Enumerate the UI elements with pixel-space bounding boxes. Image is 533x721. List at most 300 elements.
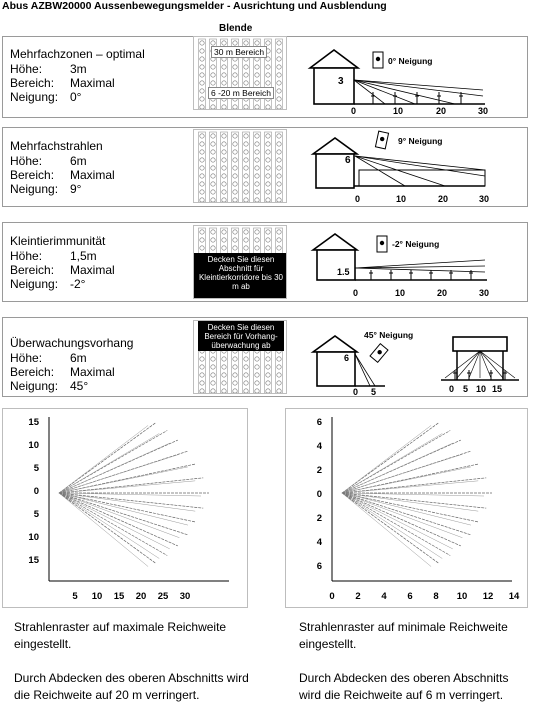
lens-segment bbox=[244, 389, 248, 393]
coverage-chart-max-svg bbox=[3, 409, 249, 609]
lens-segment bbox=[233, 246, 237, 250]
lens-segment bbox=[200, 381, 204, 385]
lens-segment bbox=[233, 73, 237, 77]
row-value: Maximal bbox=[70, 263, 115, 277]
axis-tick: 10 bbox=[393, 106, 404, 116]
lens-segment bbox=[233, 134, 237, 138]
row-key: Bereich: bbox=[10, 168, 55, 182]
beam-line bbox=[59, 481, 195, 493]
lens-segment bbox=[222, 105, 226, 109]
row-key: Bereich: bbox=[10, 365, 55, 379]
lens-segment bbox=[266, 357, 270, 361]
beam-line bbox=[59, 493, 159, 559]
lens-segment bbox=[222, 158, 226, 162]
row-key: Neigung: bbox=[10, 379, 59, 393]
lens-segment bbox=[233, 373, 237, 377]
mount-diagram-4 bbox=[305, 322, 525, 398]
lens-segment bbox=[200, 134, 204, 138]
y-tick-label: 5 bbox=[33, 463, 39, 474]
lens-segment bbox=[255, 389, 259, 393]
lens-segment bbox=[233, 357, 237, 361]
lens-segment bbox=[200, 142, 204, 146]
axis-tick: 30 bbox=[479, 194, 490, 204]
lens-segment bbox=[222, 190, 226, 194]
detector-icon bbox=[375, 131, 388, 149]
x-tick-label: 30 bbox=[179, 591, 191, 602]
lens-segment bbox=[277, 357, 281, 361]
lens-segment bbox=[200, 105, 204, 109]
lens-segment bbox=[233, 389, 237, 393]
lens-segment bbox=[211, 357, 215, 361]
lens-segment bbox=[211, 174, 215, 178]
row-value: 3m bbox=[70, 62, 87, 76]
x-tick-label: 10 bbox=[456, 591, 468, 602]
lens-segment bbox=[266, 41, 270, 45]
lens-segment bbox=[211, 373, 215, 377]
y-tick-label: 4 bbox=[316, 537, 322, 548]
y-tick-label: 10 bbox=[28, 440, 39, 451]
lens-column bbox=[210, 132, 217, 202]
lens-segment bbox=[266, 389, 270, 393]
mask-thumbnail-2 bbox=[193, 129, 287, 203]
lens-segment bbox=[200, 57, 204, 61]
house-roof bbox=[313, 336, 357, 352]
lens-segment bbox=[222, 134, 226, 138]
axis-tick: 10 bbox=[476, 384, 487, 394]
lens-segment bbox=[244, 174, 248, 178]
lens-column bbox=[221, 132, 228, 202]
lens-segment bbox=[255, 381, 259, 385]
lens-segment bbox=[277, 81, 281, 85]
y-tick-label: 2 bbox=[316, 513, 322, 524]
lens-segment bbox=[244, 381, 248, 385]
x-tick-label: 8 bbox=[433, 591, 439, 602]
axis-tick: 20 bbox=[436, 106, 447, 116]
x-tick-label: 14 bbox=[508, 591, 520, 602]
y-tick-label: 0 bbox=[33, 486, 39, 497]
house-body bbox=[314, 68, 354, 104]
lens-segment bbox=[211, 166, 215, 170]
detection-ray bbox=[355, 156, 485, 176]
lens-segment bbox=[222, 373, 226, 377]
row-value: 6m bbox=[70, 351, 87, 365]
mask-thumbnail-4 bbox=[193, 320, 287, 394]
lens-segment bbox=[200, 190, 204, 194]
axis-tick: 15 bbox=[492, 384, 503, 394]
y-tick-label: 2 bbox=[316, 465, 322, 476]
lens-segment bbox=[255, 365, 259, 369]
lens-segment bbox=[255, 182, 259, 186]
beam-line bbox=[342, 443, 453, 493]
lens-segment bbox=[244, 230, 248, 234]
lens-segment bbox=[255, 246, 259, 250]
lens-segment bbox=[266, 365, 270, 369]
lens-segment bbox=[233, 81, 237, 85]
house-front-roof bbox=[453, 337, 507, 351]
lens-segment bbox=[255, 166, 259, 170]
lens-segment bbox=[211, 182, 215, 186]
lens-segment bbox=[233, 150, 237, 154]
lens-segment bbox=[277, 174, 281, 178]
axis-tick: 20 bbox=[437, 288, 448, 298]
lens-segment bbox=[222, 357, 226, 361]
lens-segment bbox=[277, 65, 281, 69]
lens-segment bbox=[200, 230, 204, 234]
lens-segment bbox=[277, 158, 281, 162]
row-key: Bereich: bbox=[10, 263, 55, 277]
beam-line bbox=[342, 481, 478, 493]
lens-segment bbox=[266, 134, 270, 138]
lens-segment bbox=[255, 238, 259, 242]
lens-segment bbox=[277, 166, 281, 170]
lens-segment bbox=[200, 158, 204, 162]
lens-segment bbox=[233, 158, 237, 162]
beam-line bbox=[59, 493, 170, 549]
row-value: 0° bbox=[70, 90, 82, 104]
lens-segment bbox=[255, 105, 259, 109]
row-value: Maximal bbox=[70, 168, 115, 182]
beam-line bbox=[59, 493, 179, 538]
lens-segment bbox=[211, 41, 215, 45]
lens-segment bbox=[277, 57, 281, 61]
lens-segment bbox=[200, 81, 204, 85]
lens-segment bbox=[233, 174, 237, 178]
axis-tick: 10 bbox=[396, 194, 407, 204]
lens-segment bbox=[244, 246, 248, 250]
axis-tick: 0 bbox=[353, 387, 359, 397]
lens-segment bbox=[277, 73, 281, 77]
lens-segment bbox=[222, 238, 226, 242]
lens-segment bbox=[244, 357, 248, 361]
lens-segment bbox=[244, 81, 248, 85]
x-tick-label: 25 bbox=[157, 591, 169, 602]
lens-segment bbox=[277, 190, 281, 194]
axis-tick: 0 bbox=[449, 384, 455, 394]
lens-segment bbox=[222, 166, 226, 170]
lens-segment bbox=[244, 134, 248, 138]
row-value: Maximal bbox=[70, 76, 115, 90]
lens-segment bbox=[222, 389, 226, 393]
coverage-chart-min bbox=[285, 408, 528, 608]
axis-tick: 0 bbox=[355, 194, 361, 204]
beam-line bbox=[342, 493, 442, 559]
lens-segment bbox=[211, 198, 215, 202]
mode-name: Mehrfachstrahlen bbox=[10, 139, 103, 153]
lens-segment bbox=[200, 238, 204, 242]
lens-segment bbox=[277, 182, 281, 186]
lens-segment bbox=[233, 166, 237, 170]
x-tick-label: 15 bbox=[113, 591, 125, 602]
mode-name: Überwachungsvorhang bbox=[10, 336, 134, 350]
row-key: Bereich: bbox=[10, 76, 55, 90]
beam-line bbox=[342, 493, 470, 535]
lens-segment bbox=[255, 198, 259, 202]
mode-row bbox=[10, 62, 87, 76]
y-tick-label: 6 bbox=[316, 417, 322, 428]
lens-segment bbox=[211, 73, 215, 77]
page-title: Abus AZBW20000 Aussenbewegungsmelder - Ausrichtung und Ausblendung bbox=[2, 0, 387, 12]
row-value: 45° bbox=[70, 379, 89, 393]
lens-segment bbox=[277, 105, 281, 109]
lens-segment bbox=[244, 373, 248, 377]
caption-paragraph: Durch Abdecken des oberen Abschnitts wird die Reichweite auf 6 m verringert. bbox=[299, 671, 509, 702]
lens-segment bbox=[255, 150, 259, 154]
lens-segment bbox=[277, 142, 281, 146]
lens-segment bbox=[233, 182, 237, 186]
lens-segment bbox=[222, 142, 226, 146]
lens-segment bbox=[211, 246, 215, 250]
lens-segment bbox=[277, 381, 281, 385]
mode-row bbox=[10, 249, 97, 263]
mode-row bbox=[10, 263, 115, 277]
neigung-label: 9° Neigung bbox=[398, 136, 443, 146]
lens-segment bbox=[244, 73, 248, 77]
mode-name: Mehrfachzonen – optimal bbox=[10, 47, 145, 61]
axis-tick: 30 bbox=[478, 106, 489, 116]
lens-segment bbox=[266, 381, 270, 385]
x-tick-label: 6 bbox=[407, 591, 413, 602]
x-tick-label: 0 bbox=[329, 591, 335, 602]
height-label: 6 bbox=[344, 353, 350, 363]
house-roof bbox=[313, 138, 357, 154]
row-value: 1,5m bbox=[70, 249, 97, 263]
lens-segment bbox=[211, 158, 215, 162]
lens-segment bbox=[255, 65, 259, 69]
lens-segment bbox=[200, 198, 204, 202]
house-body bbox=[317, 352, 355, 386]
axis-tick: 10 bbox=[395, 288, 406, 298]
row-key: Neigung: bbox=[10, 277, 59, 291]
lens-segment bbox=[255, 174, 259, 178]
lens-segment bbox=[200, 357, 204, 361]
y-tick-label: 0 bbox=[316, 489, 322, 500]
row-key: Neigung: bbox=[10, 182, 59, 196]
lens-segment bbox=[244, 158, 248, 162]
lens-segment bbox=[200, 174, 204, 178]
lens-segment bbox=[200, 97, 204, 101]
lens-column bbox=[243, 132, 250, 202]
lens-segment bbox=[233, 198, 237, 202]
lens-segment bbox=[211, 81, 215, 85]
lens-segment bbox=[222, 65, 226, 69]
lens-segment bbox=[277, 365, 281, 369]
lens-segment bbox=[277, 389, 281, 393]
beam-line bbox=[59, 467, 188, 493]
detection-ray bbox=[355, 268, 485, 272]
thumb-label: 30 m Bereich bbox=[211, 46, 267, 58]
house-roof bbox=[310, 50, 358, 68]
lens-segment bbox=[244, 105, 248, 109]
lens-segment bbox=[200, 73, 204, 77]
thumb-label: 6 -20 m Bereich bbox=[208, 87, 274, 99]
mode-row bbox=[10, 277, 85, 291]
y-tick-label: 6 bbox=[316, 561, 322, 572]
lens-segment bbox=[211, 230, 215, 234]
row-key: Höhe: bbox=[10, 62, 43, 76]
lens-segment bbox=[277, 198, 281, 202]
neigung-label: 0° Neigung bbox=[388, 56, 433, 66]
lens-segment bbox=[266, 73, 270, 77]
detector-icon bbox=[370, 344, 388, 363]
lens-segment bbox=[244, 142, 248, 146]
caption-paragraph: Strahlenraster auf minimale Reichweite eingestellt. bbox=[299, 620, 508, 651]
lens-segment bbox=[211, 65, 215, 69]
lens-segment bbox=[266, 174, 270, 178]
axis-tick: 20 bbox=[438, 194, 449, 204]
lens-segment bbox=[266, 166, 270, 170]
lens-segment bbox=[266, 238, 270, 242]
lens-segment bbox=[255, 41, 259, 45]
mode-row bbox=[10, 154, 87, 168]
x-tick-label: 20 bbox=[135, 591, 147, 602]
row-key: Höhe: bbox=[10, 351, 43, 365]
row-value: 9° bbox=[70, 182, 82, 196]
lens-segment bbox=[222, 182, 226, 186]
lens-segment bbox=[233, 238, 237, 242]
lens-segment bbox=[211, 190, 215, 194]
mount-diagram-2 bbox=[305, 130, 500, 206]
lens-segment bbox=[211, 389, 215, 393]
lens-segment bbox=[277, 373, 281, 377]
people-icons bbox=[371, 92, 463, 104]
lens-segment bbox=[255, 73, 259, 77]
detector-lens bbox=[376, 57, 380, 61]
axis-tick: 5 bbox=[371, 387, 377, 397]
mode-row bbox=[10, 168, 115, 182]
y-tick-label: 10 bbox=[28, 532, 39, 543]
lens-segment bbox=[244, 41, 248, 45]
lens-segment bbox=[200, 166, 204, 170]
lens-segment bbox=[277, 49, 281, 53]
lens-segment bbox=[200, 150, 204, 154]
lens-column bbox=[254, 132, 261, 202]
row-key: Höhe: bbox=[10, 249, 43, 263]
lens-segment bbox=[222, 41, 226, 45]
lens-segment bbox=[277, 97, 281, 101]
lens-segment bbox=[244, 365, 248, 369]
lens-segment bbox=[266, 158, 270, 162]
lens-segment bbox=[233, 381, 237, 385]
mode-row bbox=[10, 90, 81, 104]
lens-segment bbox=[233, 142, 237, 146]
lens-segment bbox=[244, 150, 248, 154]
lens-segment bbox=[200, 65, 204, 69]
lens-segment bbox=[222, 174, 226, 178]
lens-segment bbox=[233, 105, 237, 109]
lens-segment bbox=[233, 65, 237, 69]
lens-segment bbox=[255, 81, 259, 85]
coverage-chart-min-svg bbox=[286, 409, 529, 609]
mask-thumbnail-3 bbox=[193, 225, 287, 299]
lens-segment bbox=[211, 150, 215, 154]
lens-segment bbox=[266, 81, 270, 85]
lens-segment bbox=[211, 105, 215, 109]
blende-label: Blende bbox=[219, 23, 253, 34]
lens-grid-pattern bbox=[194, 130, 287, 203]
lens-segment bbox=[222, 365, 226, 369]
lens-column bbox=[276, 39, 283, 109]
mode-row bbox=[10, 379, 88, 393]
mask-block: Decken Sie diesen Bereich für Vorhang-überwachung ab bbox=[198, 321, 284, 351]
lens-segment bbox=[200, 182, 204, 186]
height-label: 1.5 bbox=[337, 267, 350, 277]
lens-segment bbox=[255, 134, 259, 138]
detector-lens bbox=[380, 241, 384, 245]
x-tick-label: 5 bbox=[72, 591, 78, 602]
lens-column bbox=[232, 132, 239, 202]
lens-segment bbox=[211, 238, 215, 242]
lens-segment bbox=[277, 89, 281, 93]
axis-tick: 5 bbox=[463, 384, 469, 394]
lens-segment bbox=[244, 166, 248, 170]
height-label: 3 bbox=[338, 76, 344, 87]
lens-segment bbox=[266, 142, 270, 146]
lens-segment bbox=[255, 142, 259, 146]
row-value: -2° bbox=[70, 277, 86, 291]
lens-segment bbox=[244, 182, 248, 186]
lens-segment bbox=[233, 230, 237, 234]
lens-segment bbox=[200, 89, 204, 93]
coverage-chart-max bbox=[2, 408, 248, 608]
lens-segment bbox=[200, 389, 204, 393]
lens-segment bbox=[277, 150, 281, 154]
lens-segment bbox=[266, 246, 270, 250]
lens-segment bbox=[277, 246, 281, 250]
lens-segment bbox=[211, 134, 215, 138]
lens-segment bbox=[211, 142, 215, 146]
lens-segment bbox=[255, 373, 259, 377]
lens-segment bbox=[277, 238, 281, 242]
row-value: Maximal bbox=[70, 365, 115, 379]
lens-segment bbox=[266, 198, 270, 202]
lens-segment bbox=[277, 41, 281, 45]
caption-min bbox=[299, 619, 531, 721]
axis-tick: 30 bbox=[479, 288, 490, 298]
mode-row bbox=[10, 182, 81, 196]
lens-segment bbox=[222, 150, 226, 154]
lens-segment bbox=[266, 373, 270, 377]
y-tick-label: 4 bbox=[316, 441, 322, 452]
lens-segment bbox=[266, 182, 270, 186]
axis-tick: 0 bbox=[353, 288, 359, 298]
lens-segment bbox=[200, 49, 204, 53]
height-label: 6 bbox=[345, 155, 351, 166]
row-key: Höhe: bbox=[10, 154, 43, 168]
neigung-label: 45° Neigung bbox=[364, 330, 414, 340]
mask-thumbnail-1 bbox=[193, 36, 287, 110]
lens-segment bbox=[200, 373, 204, 377]
lens-column bbox=[199, 39, 206, 109]
lens-column bbox=[276, 132, 283, 202]
lens-segment bbox=[233, 190, 237, 194]
lens-segment bbox=[266, 230, 270, 234]
lens-segment bbox=[222, 246, 226, 250]
beam-line bbox=[59, 493, 187, 535]
beam-line bbox=[342, 493, 453, 549]
mode-name: Kleintierimmunität bbox=[10, 234, 106, 248]
detection-ray bbox=[355, 354, 370, 386]
mount-diagram-1 bbox=[305, 40, 500, 116]
mount-diagram-3 bbox=[305, 228, 500, 304]
lens-column bbox=[199, 132, 206, 202]
lens-segment bbox=[222, 381, 226, 385]
lens-segment bbox=[222, 230, 226, 234]
house-roof bbox=[313, 234, 357, 250]
y-tick-label: 15 bbox=[28, 417, 39, 428]
lens-segment bbox=[233, 365, 237, 369]
x-tick-label: 12 bbox=[482, 591, 494, 602]
lens-segment bbox=[200, 365, 204, 369]
